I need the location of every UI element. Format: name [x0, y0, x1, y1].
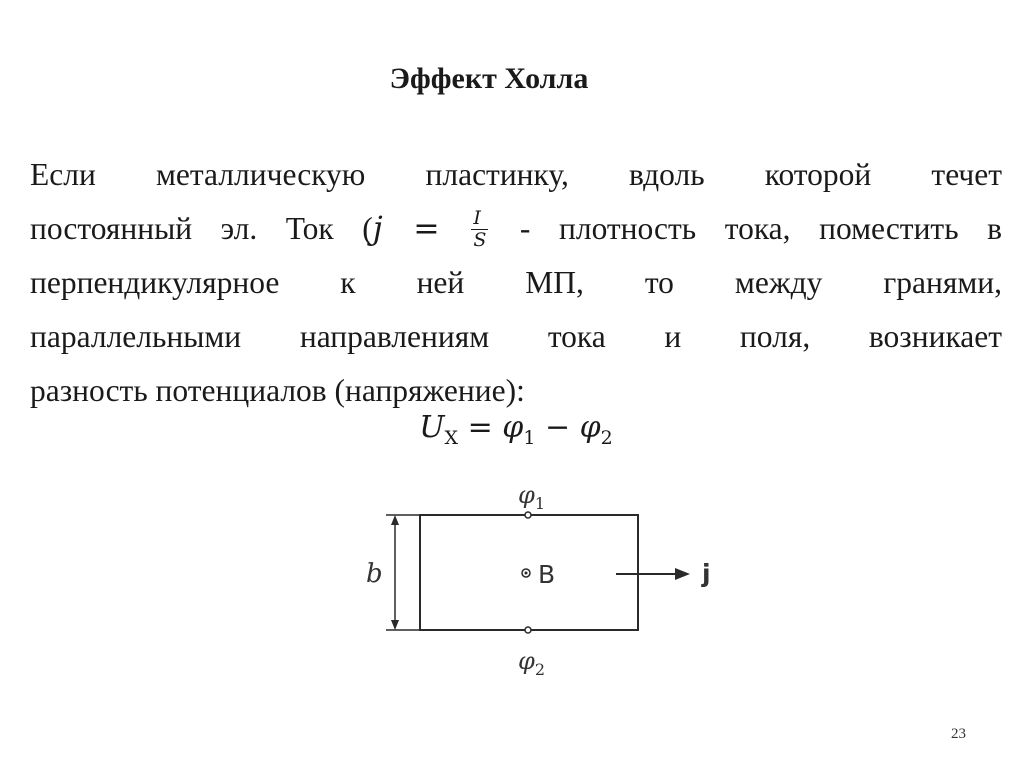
hall-voltage-formula: [0, 410, 1024, 449]
paragraph-line-3: перпендикулярное к ней МП, то между гранями,: [30, 265, 1002, 300]
formula-U: U: [419, 410, 445, 445]
current-density-fraction: [471, 208, 488, 251]
diagram-b-label: b: [366, 559, 383, 589]
paragraph-line-1: Если металлическую пластинку, вдоль которой течет: [30, 157, 1002, 192]
top-contact-point: [525, 512, 531, 518]
current-density-symbol: j: [372, 211, 383, 247]
hall-plate-diagram: [350, 470, 730, 690]
paragraph-line-4: параллельными направлениям тока и поля, возникает: [30, 319, 1002, 354]
dimension-arrow-up: [391, 515, 399, 525]
dimension-arrow-down: [391, 620, 399, 630]
paragraph-line-5: разность потенциалов (напряжение):: [30, 373, 525, 408]
current-arrow-head: [675, 568, 690, 580]
formula-phi1-sub: 1: [523, 427, 536, 449]
fraction-numerator: I: [471, 208, 488, 230]
diagram-phi1-label: $\varphi_1$: [518, 481, 545, 513]
paragraph-line-2-start: постоянный эл. Ток (: [30, 211, 373, 246]
paragraph-line-2: [30, 202, 1002, 256]
formula-equals: =: [458, 410, 503, 445]
diagram-phi2-label: $\varphi_2$: [518, 647, 545, 679]
formula-phi2-sub: 2: [600, 427, 613, 449]
formula-U-sub: Х: [444, 427, 459, 449]
formula-phi2: φ: [579, 410, 601, 445]
diagram-B-label: B: [538, 560, 556, 589]
conductor-plate: [420, 515, 638, 630]
formula-phi1: φ: [502, 410, 524, 445]
formula-minus: −: [535, 410, 580, 445]
equals-sign: =: [382, 211, 440, 247]
slide-title: Эффект Холла: [389, 62, 589, 95]
bottom-contact-point: [525, 627, 531, 633]
paragraph-line-2-end: - плотность тока, поместить в: [491, 211, 1003, 246]
field-dot: [525, 572, 528, 575]
diagram-j-label: j: [702, 559, 711, 588]
hall-effect-paragraph: [30, 148, 1002, 418]
fraction-denominator: S: [473, 229, 487, 252]
page-number: 23: [951, 726, 966, 742]
